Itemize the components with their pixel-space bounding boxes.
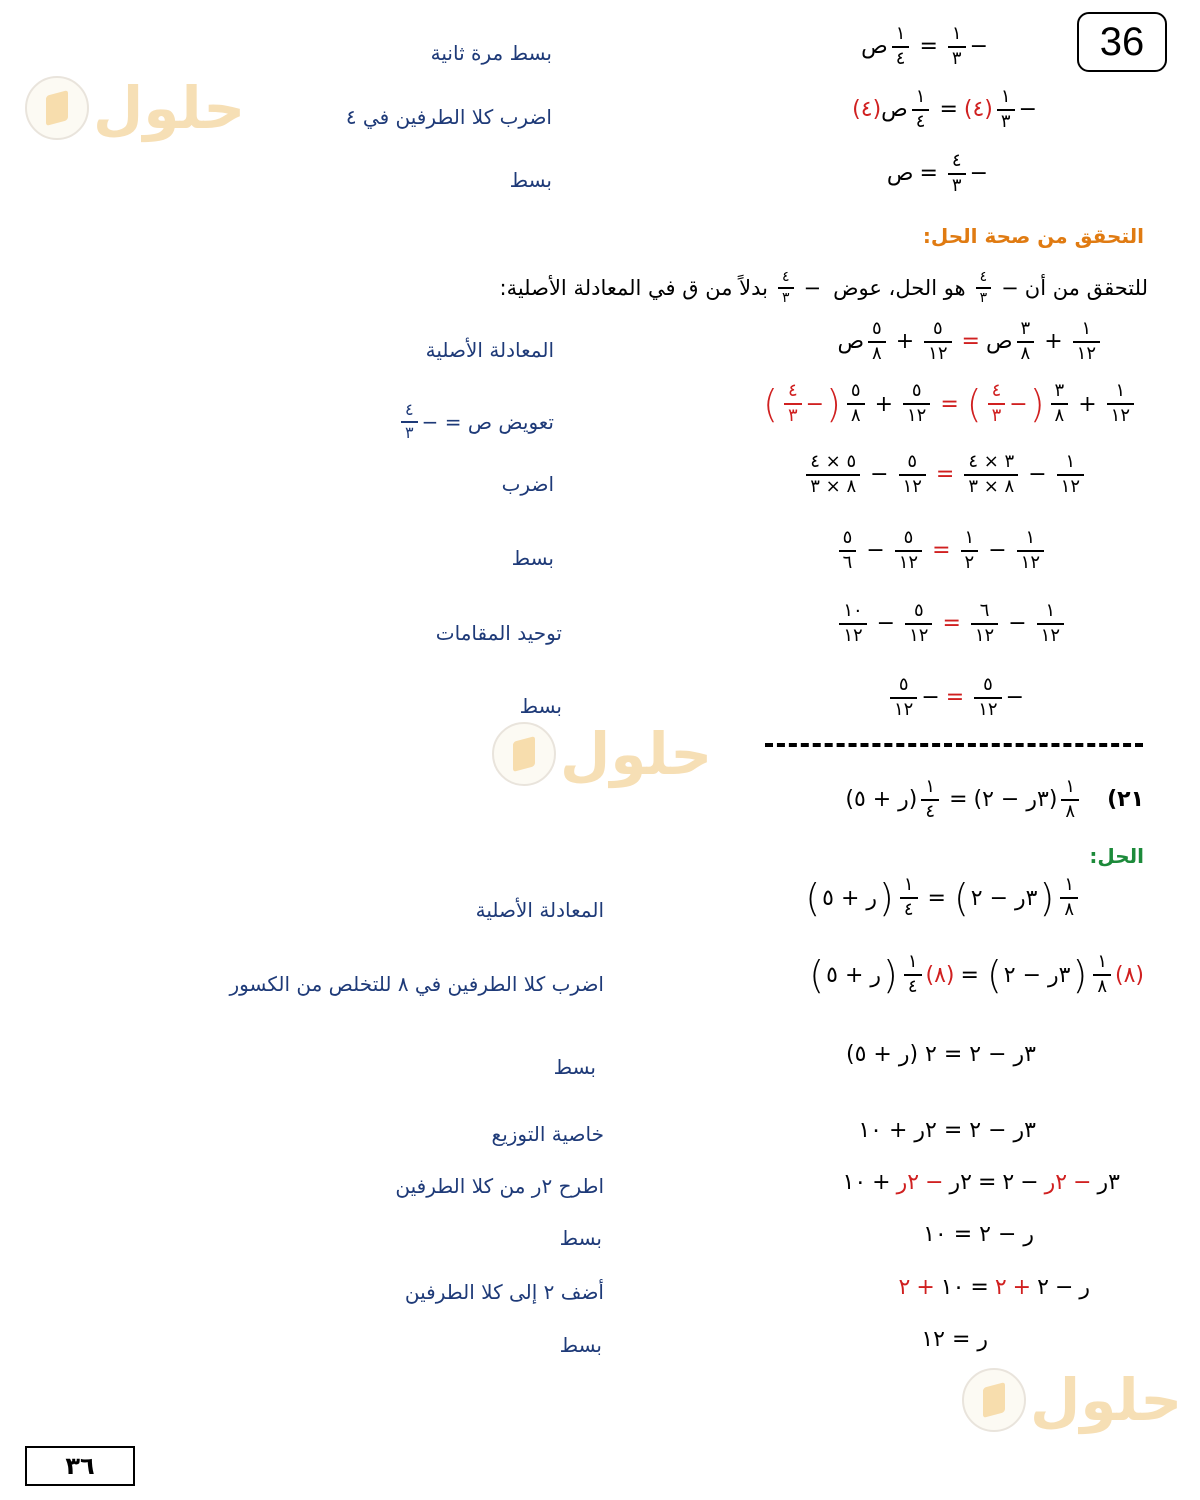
section-divider — [765, 743, 1143, 747]
step-note: تعويض ص = − $\frac{٤}{٣}$ — [397, 402, 554, 442]
equation-text: ر − ٢ = ١٠ — [923, 1222, 1034, 1247]
solution-equation-2: (٨) $\frac{١}{٨}$ ( ٣ر − ٢ ) = (٨) $\frac{١}{٤}$ ( ر + ٥ ) — [809, 951, 1144, 997]
watermark-logo — [962, 1368, 1182, 1432]
check-intro-part: للتحقق من أن — [1024, 275, 1148, 300]
step-note: بسط — [509, 168, 552, 192]
step-note: بسط — [559, 1226, 602, 1250]
step-note: المعادلة الأصلية — [475, 898, 604, 922]
check-equation-6: − $\frac{٥}{١٢}$ = − $\frac{٥}{١٢}$ — [886, 676, 1024, 720]
step-note: بسط — [519, 694, 562, 718]
check-equation-5: $\frac{١}{١٢}$ − $\frac{٦}{١٢}$ = $\frac{٥}{١٢}$ − $\frac{١٠}{١٢}$ — [835, 602, 1068, 646]
step-note: اضرب كلا الطرفين في ٤ — [345, 105, 552, 129]
equation-text: ر = ١٢ — [921, 1327, 988, 1352]
equation-text: ٣ر − ٢ = ٢ (ر + ٥) — [846, 1042, 1036, 1067]
step-note: خاصية التوزيع — [491, 1122, 604, 1146]
footer-page-number: ٣٦ — [25, 1446, 135, 1486]
solution-equation-7: ر − ٢ + ٢ = ١٠ + ٢ — [898, 1275, 1090, 1300]
step-note: بسط — [511, 546, 554, 570]
watermark-logo — [25, 76, 245, 140]
solution-equation-3 — [846, 1042, 1036, 1067]
step-note: بسط — [559, 1333, 602, 1357]
solution-equation-1: $\frac{١}{٨}$ ( ٣ر − ٢ ) = $\frac{١}{٤}$ ( ر + ٥ ) — [803, 876, 1082, 920]
check-intro-part: هو الحل، عوض — [833, 275, 966, 300]
watermark-coin-icon — [962, 1368, 1026, 1432]
equation-top-1: − $\frac{١}{٣}$ = $\frac{١}{٤}$ ص — [861, 23, 988, 69]
page-number-badge: 36 — [1077, 12, 1167, 72]
check-heading: التحقق من صحة الحل: — [922, 224, 1144, 248]
equation-top-2: − $\frac{١}{٣}$ (٤) = $\frac{١}{٤}$ ص (٤) — [852, 86, 1037, 132]
watermark-text: حلول — [560, 720, 713, 788]
step-note: اطرح ٢ر من كلا الطرفين — [395, 1174, 604, 1198]
watermark-logo — [492, 722, 712, 786]
solution-equation-5: ٣ر − ٢ر − ٢ = ٢ر − ٢ر + ١٠ — [842, 1170, 1120, 1195]
problem-statement: ٢١) $\frac{١}{٨}$ (٣ر − ٢) = $\frac{١}{٤}$ (ر + ٥) — [845, 776, 1144, 822]
watermark-coin-icon — [25, 76, 89, 140]
solution-equation-6 — [923, 1222, 1034, 1247]
equation-top-3: − $\frac{٤}{٣}$ = ص — [886, 150, 988, 196]
check-equation-3: $\frac{١}{١٢}$ − $\frac{٣ \times ٤}{٨ \times ٣}$ = $\frac{٥}{١٢}$ − $\frac{٥ \times ٤}{٨ \times ٣}$ — [802, 453, 1088, 497]
watermark-text: حلول — [1030, 1366, 1183, 1434]
step-note-text: تعويض ص = − — [421, 409, 554, 434]
check-equation-4: $\frac{١}{١٢}$ − $\frac{١}{٢}$ = $\frac{٥}{١٢}$ − $\frac{٥}{٦}$ — [835, 529, 1048, 573]
problem-number: ٢١) — [1107, 787, 1144, 813]
watermark-coin-icon — [492, 722, 556, 786]
check-equation-2: $\frac{١}{١٢}$ + $\frac{٣}{٨}$ ( − $\frac{٤}{٣}$ ) = $\frac{٥}{١٢}$ + $\frac{٥}{٨}$ ( − $\frac{٤}{٣}$ ) — [761, 382, 1138, 426]
step-note: اضرب كلا الطرفين في ٨ للتخلص من الكسور — [229, 972, 604, 996]
check-equation-1: $\frac{١}{١٢}$ + $\frac{٣}{٨}$ ص = $\frac{٥}{١٢}$ + $\frac{٥}{٨}$ ص — [837, 320, 1104, 364]
step-note: المعادلة الأصلية — [425, 338, 554, 362]
step-note: توحيد المقامات — [435, 621, 562, 645]
step-note: بسط مرة ثانية — [430, 41, 552, 65]
step-note: بسط — [553, 1055, 596, 1079]
step-note: اضرب — [501, 472, 554, 496]
check-intro: للتحقق من أن − $\frac{٤}{٣}$ هو الحل، عوض − $\frac{٤}{٣}$ بدلاً من ق في المعادلة الأصلية: — [499, 269, 1148, 306]
solution-heading: الحل: — [1089, 844, 1144, 868]
equation-text: ٣ر − ٢ = ٢ر + ١٠ — [858, 1118, 1036, 1143]
check-intro-part: بدلاً من ق في المعادلة الأصلية: — [499, 275, 768, 300]
solution-equation-4 — [858, 1118, 1036, 1143]
watermark-text: حلول — [93, 74, 246, 142]
step-note: أضف ٢ إلى كلا الطرفين — [404, 1280, 604, 1304]
solution-equation-8 — [921, 1327, 988, 1352]
